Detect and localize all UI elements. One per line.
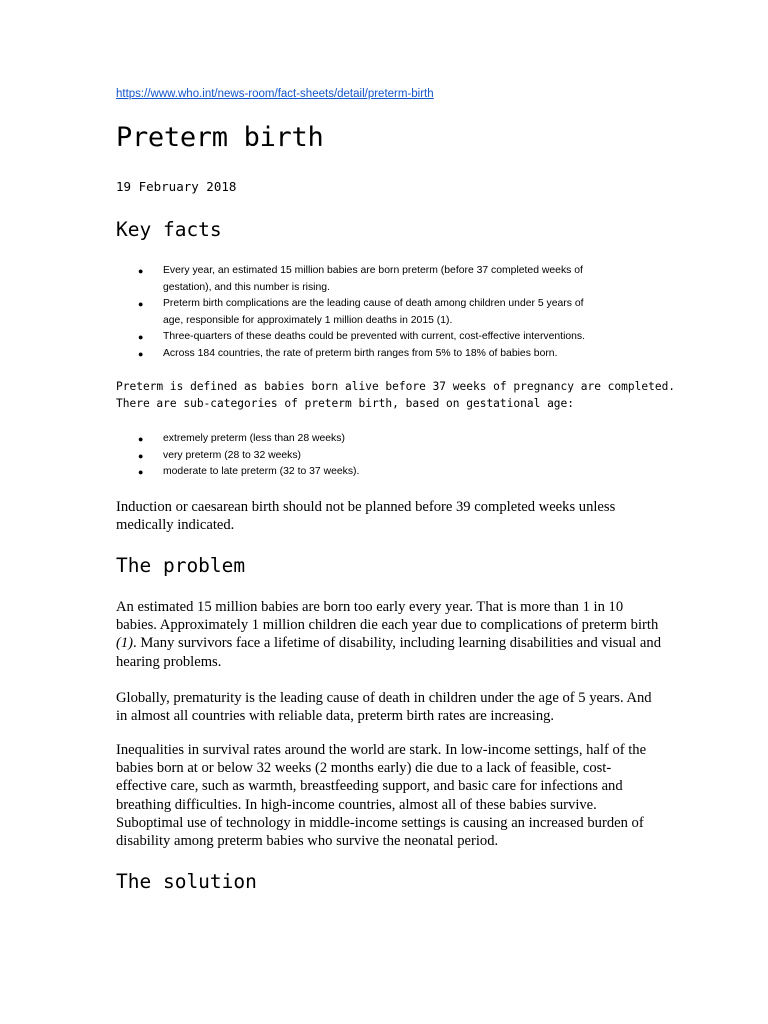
- bullet-icon: ●: [138, 450, 144, 461]
- list-item-text: very preterm (28 to 32 weeks): [163, 449, 302, 461]
- list-item: [116, 464, 664, 481]
- problem-heading: The problem: [116, 554, 246, 577]
- list-item: [116, 329, 664, 346]
- list-item-text: Preterm birth complications are the leading cause of death among children under 5 years of: [163, 298, 584, 309]
- preterm-definition: [116, 378, 676, 412]
- list-item-text: age, responsible for approximately 1 million deaths in 2015 (1).: [163, 314, 453, 326]
- publication-date: 19 February 2018: [116, 179, 237, 194]
- citation-reference: (1): [116, 635, 134, 652]
- bullet-icon: ●: [138, 299, 144, 309]
- list-item-text: extremely preterm (less than 28 weeks): [163, 433, 345, 444]
- list-item-text: Every year, an estimated 15 million babies are born preterm (before 37 completed weeks of: [163, 265, 583, 276]
- paragraph-text: . Many survivors face a lifetime of disability, including learning disabilities and visual and hearing problems.: [116, 635, 661, 670]
- list-item-text: moderate to late preterm (32 to 37 weeks).: [163, 466, 360, 477]
- list-item: [116, 296, 664, 329]
- source-url-link[interactable]: https://www.who.int/news-room/fact-sheets/detail/preterm-birth: [116, 88, 434, 100]
- list-item-text: Three-quarters of these deaths could be prevented with current, cost-effective interventions.: [163, 331, 586, 342]
- list-item: [116, 263, 664, 296]
- bullet-icon: ●: [138, 332, 144, 342]
- key-facts-heading: Key facts: [116, 218, 222, 241]
- list-item: [116, 346, 664, 363]
- paragraph-text: An estimated 15 million babies are born too early every year. That is more than 1 in 10 babies. Approximately 1 million children die each year due to complications of preterm birth: [116, 599, 659, 634]
- list-item: [116, 431, 664, 448]
- problem-paragraph-1: [116, 598, 661, 671]
- induction-note: Induction or caesarean birth should not be planned before 39 completed weeks unless medically indicated.: [116, 499, 616, 534]
- definition-line: There are sub-categories of preterm birth, based on gestational age:: [116, 397, 575, 410]
- bullet-icon: ●: [138, 467, 144, 477]
- problem-paragraph-2: Globally, prematurity is the leading cause of death in children under the age of 5 years. And in almost all countries with reliable data, preterm birth rates are increasing.: [116, 690, 652, 725]
- key-facts-list: [116, 263, 664, 362]
- list-item-text: gestation), and this number is rising.: [163, 281, 330, 293]
- subcategories-list: [116, 431, 664, 481]
- page-title: Preterm birth: [116, 122, 324, 153]
- problem-paragraph-3: Inequalities in survival rates around the world are stark. In low-income settings, half of the babies born at or below 32 weeks (2 months early) die due to a lack of feasible, cost-effective care, such as warmth, breastfeeding support, and basic care for infections and breathing difficulties. In high-income countries, almost all of these babies survive. Suboptimal use of technology in middle-income settings is causing an increased burden of disability among preterm babies who survive the neonatal period.: [116, 742, 647, 850]
- bullet-icon: ●: [138, 348, 144, 359]
- bullet-icon: ●: [138, 434, 144, 444]
- bullet-icon: ●: [138, 266, 144, 276]
- list-item: [116, 448, 664, 465]
- definition-line: Preterm is defined as babies born alive before 37 weeks of pregnancy are completed.: [116, 380, 676, 393]
- solution-heading: The solution: [116, 870, 257, 893]
- list-item-text: Across 184 countries, the rate of preterm birth ranges from 5% to 18% of babies born.: [163, 347, 558, 359]
